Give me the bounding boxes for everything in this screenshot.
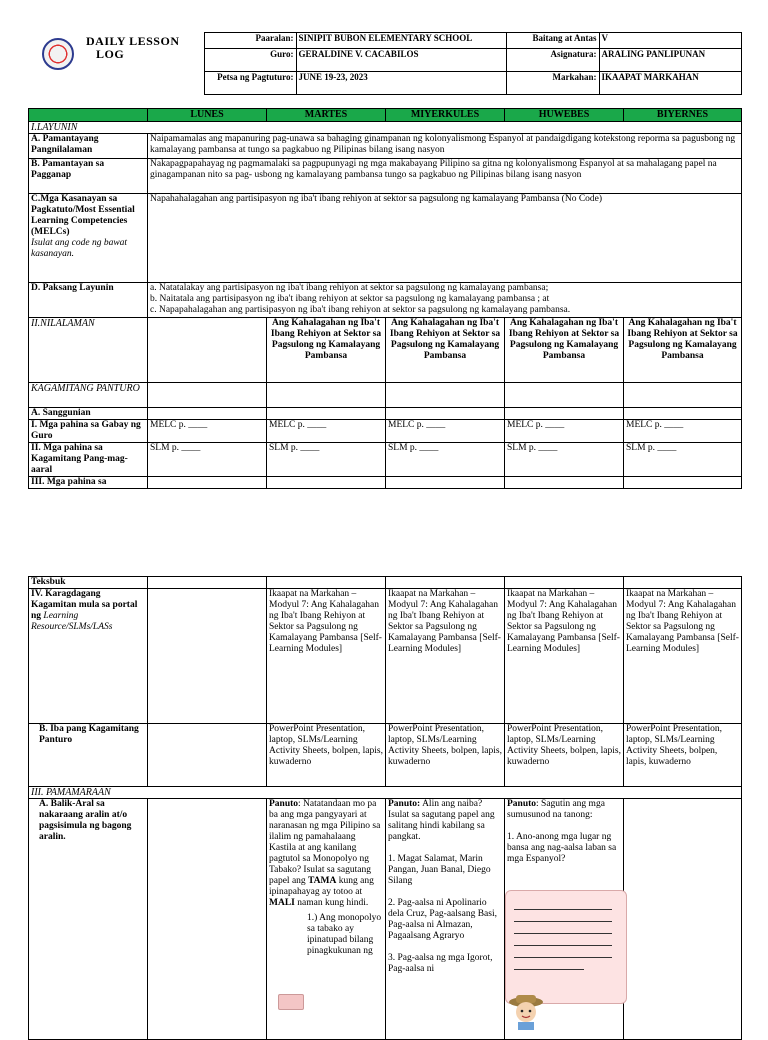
- header-table: [28, 32, 742, 95]
- layunin-item-a: a. Natatalakay ang partisipasyon ng iba't ibang rehiyon at sektor sa pagsulong ng kamalayang pambansa;: [150, 283, 549, 293]
- kagamitan-cell: [148, 383, 267, 408]
- paksang-layunin-label: D. Paksang Layunin: [29, 283, 148, 318]
- teksbuk-label-part1: III. Mga pahina sa: [29, 477, 148, 489]
- teksbuk-cell: [624, 577, 742, 589]
- kagamitan-cell: [267, 383, 386, 408]
- miy-instructions: Alin ang naiba? Isulat sa sagutang papel ang salitang hindi kabilang sa pangkat.: [388, 799, 495, 842]
- pamantayang-pangnilalaman-label: A. Pamantayang Pangnilalaman: [29, 134, 148, 159]
- answer-line: [514, 945, 612, 946]
- guro-value: GERALDINE V. CACABILOS: [296, 49, 506, 72]
- answer-box-icon: [278, 994, 304, 1010]
- balik-aral-biyernes: [624, 799, 742, 1040]
- kagamitan-cell: [505, 383, 624, 408]
- logo-cell: [28, 33, 204, 95]
- pamantayang-pangnilalaman-text: Naipamamalas ang mapanuring pag-unawa sa bahaging ginampanan ng kolonyalismong Espanyol at pandaigdigang kotekstong reporma sa pagusbong ng kamalayang pambansa at tungo sa pagkabuo ng Pilipinas bilang isang nasyon: [148, 134, 742, 159]
- petsa-label: Petsa ng Pagtuturo:: [204, 72, 296, 95]
- teksbuk-cell: [267, 477, 386, 489]
- nilalaman-lunes: [148, 318, 267, 383]
- nilalaman-huwebes: Ang Kahalagahan ng Iba't Ibang Rehiyon at Sektor sa Pagsulong ng Kamalayang Pambansa: [505, 318, 624, 383]
- panuto-label: Panuto: [269, 799, 299, 809]
- dll-title: [86, 35, 179, 61]
- miy-item: 1. Magat Salamat, Marin Pangan, Juan Banal, Diego Silang: [388, 854, 491, 886]
- answer-line: [514, 909, 612, 910]
- iba-pang-cell: PowerPoint Presentation, laptop, SLMs/Learning Activity Sheets, bolpen, lapis, kuwaderno: [505, 724, 624, 787]
- markahan-label: Markahan:: [506, 72, 599, 95]
- miy-item: 3. Pag-aalsa ng mga Igorot, Pag-aalsa ni: [388, 953, 493, 974]
- kagamitan-cell: [624, 383, 742, 408]
- answer-line: [514, 969, 584, 970]
- deped-seal-icon: [42, 38, 74, 70]
- balik-aral-label: A. Balik-Aral sa nakaraang aralin at/o pagsisimula ng bagong aralin.: [29, 799, 148, 1040]
- day-lunes: LUNES: [148, 109, 267, 122]
- tama-label: TAMA: [308, 876, 337, 886]
- nilalaman-biyernes: Ang Kahalagahan ng Iba't Ibang Rehiyon at Sektor sa Pagsulong ng Kamalayang Pambansa: [624, 318, 742, 383]
- kagamitan-heading: KAGAMITANG PANTURO: [29, 383, 148, 408]
- layunin-item-b: b. Naitatala ang partisipasyon ng iba't ibang rehiyon at sektor sa pagsulong ng kamalayang pambansa ; at: [150, 294, 550, 304]
- lesson-table-bottom: [28, 576, 742, 1040]
- melc-page-cell: MELC p. ____: [386, 420, 505, 443]
- day-huwebes: HUWEBES: [505, 109, 624, 122]
- teksbuk-cell: [148, 477, 267, 489]
- sanggunian-cell: [148, 408, 267, 420]
- baitang-value: V: [599, 33, 741, 49]
- kagamitan-cell: [386, 383, 505, 408]
- iba-pang-kagamitan-label: B. Iba pang Kagamitang Panturo: [29, 724, 148, 787]
- sanggunian-cell: [386, 408, 505, 420]
- nilalaman-miyerkules: Ang Kahalagahan ng Iba't Ibang Rehiyon at Sektor sa Pagsulong ng Kamalayang Pambansa: [386, 318, 505, 383]
- karagdagang-cell-lunes: [148, 589, 267, 724]
- martes-instructions: : Natatandaan mo pa ba ang mga pangyayari at naranasan ng mga Pilipino sa ilalim ng pamahalaang Kastila at ang kanilang pagtutol sa Monopolyo ng Tabako? Isulat sa sagutang papel ang: [269, 799, 381, 886]
- panuto-label: Panuto: [507, 799, 537, 809]
- martes-end-text: naman kung hindi.: [297, 898, 369, 908]
- melc-page-cell: MELC p. ____: [267, 420, 386, 443]
- student-cartoon-icon: [507, 990, 545, 1030]
- slm-page-cell: SLM p. ____: [505, 443, 624, 477]
- karagdagang-kagamitan-label-cell: [29, 589, 148, 724]
- karagdagang-kagamitan-label: IV. Karagdagang Kagamitan mula sa portal ng: [31, 589, 138, 621]
- karagdagang-cell: Ikaapat na Markahan – Modyul 7: Ang Kahalagahan ng Iba't Ibang Rehiyon at Sektor sa Pagsulong ng Kamalayang Pambansa [Self-Learning Modules]: [267, 589, 386, 724]
- speech-box: [505, 890, 627, 1004]
- teksbuk-cell: [505, 477, 624, 489]
- melc-text: Napahahalagahan ang partisipasyon ng iba't ibang rehiyon at sektor sa pagsulong ng kamalayang Pambansa (No Code): [148, 194, 742, 283]
- gabay-guro-label: I. Mga pahina sa Gabay ng Guro: [29, 420, 148, 443]
- teksbuk-cell: [386, 477, 505, 489]
- slm-page-cell: SLM p. ____: [386, 443, 505, 477]
- day-biyernes: BIYERNES: [624, 109, 742, 122]
- mali-label: MALI: [269, 898, 295, 908]
- melc-label-cell: [29, 194, 148, 283]
- title-line2: LOG: [96, 46, 125, 61]
- layunin-item-c: c. Napapahalagahan ang partisipasyon ng iba't ibang rehiyon at sektor sa pagsulong ng kamalayang pambansa.: [150, 305, 571, 315]
- day-martes: MARTES: [267, 109, 386, 122]
- slm-page-cell: SLM p. ____: [267, 443, 386, 477]
- pamantayan-pagganap-label: B. Pamantayan sa Pagganap: [29, 159, 148, 194]
- slm-page-cell: SLM p. ____: [148, 443, 267, 477]
- lesson-table-top: [28, 108, 742, 489]
- paaralan-label: Paaralan:: [204, 33, 296, 49]
- melc-page-cell: MELC p. ____: [148, 420, 267, 443]
- title-line1: DAILY LESSON: [86, 33, 180, 48]
- sanggunian-label: A. Sanggunian: [29, 408, 148, 420]
- teksbuk-cell: [624, 477, 742, 489]
- teksbuk-label-part2: Teksbuk: [29, 577, 148, 589]
- nilalaman-heading: II.NILALAMAN: [29, 318, 148, 383]
- guro-label: Guro:: [204, 49, 296, 72]
- layunin-heading: I.LAYUNIN: [29, 122, 742, 134]
- answer-line: [514, 957, 612, 958]
- melc-page-cell: MELC p. ____: [505, 420, 624, 443]
- melc-label: C.Mga Kasanayan sa Pagkatuto/Most Essential Learning Competencies (MELCs): [31, 194, 135, 237]
- iba-pang-cell: PowerPoint Presentation, laptop, SLMs/Learning Activity Sheets, bolpen, lapis, kuwaderno: [267, 724, 386, 787]
- martes-item1: 1.) Ang monopolyo sa tabako ay ipinatupad bilang pinagkukunan ng: [307, 913, 382, 956]
- iba-pang-cell: PowerPoint Presentation, laptop, SLMs/Learning Activity Sheets, bolpen, lapis, kuwaderno: [624, 724, 742, 787]
- kagamitang-pang-mag-aaral-label: II. Mga pahina sa Kagamitang Pang-mag-aaral: [29, 443, 148, 477]
- karagdagang-cell: Ikaapat na Markahan – Modyul 7: Ang Kahalagahan ng Iba't Ibang Rehiyon at Sektor sa Pagsulong ng Kamalayang Pambansa [Self-Learning Modules]: [624, 589, 742, 724]
- iba-pang-cell-lunes: [148, 724, 267, 787]
- karagdagang-cell: Ikaapat na Markahan – Modyul 7: Ang Kahalagahan ng Iba't Ibang Rehiyon at Sektor sa Pagsulong ng Kamalayang Pambansa [Self-Learning Modules]: [505, 589, 624, 724]
- asignatura-value: ARALING PANLIPUNAN: [599, 49, 741, 72]
- nilalaman-martes: Ang Kahalagahan ng Iba't Ibang Rehiyon at Sektor sa Pagsulong ng Kamalayang Pambansa: [267, 318, 386, 383]
- days-header-blank: [29, 109, 148, 122]
- day-miyerkules: MIYERKULES: [386, 109, 505, 122]
- teksbuk-cell: [505, 577, 624, 589]
- answer-line: [514, 921, 612, 922]
- melc-note: Isulat ang code ng bawat kasanayan.: [31, 238, 128, 259]
- paaralan-value: SINIPIT BUBON ELEMENTARY SCHOOL: [296, 33, 506, 49]
- karagdagang-kagamitan-italic: Learning Resource/SLMs/LASs: [31, 611, 113, 632]
- teksbuk-cell: [267, 577, 386, 589]
- martes-mid-text: kung ang ipinapahayag ay totoo at: [269, 876, 374, 897]
- slm-page-cell: SLM p. ____: [624, 443, 742, 477]
- paksang-layunin-cell: [148, 283, 742, 318]
- markahan-value: IKAAPAT MARKAHAN: [599, 72, 741, 95]
- panuto-label: Panuto:: [388, 799, 421, 809]
- pamantayan-pagganap-text: Nakapagpapahayag ng pagmamalaki sa pagpupunyagi ng mga makabayang Pilipino sa gitna ng kolonyalismong Espanyol at sa mahalagang papel na ginagampanan nito sa pag- usbong ng kamalayang pambansa tungo sa pagkabuo ng Pilipinas bilang isang nasyon: [148, 159, 742, 194]
- huw-question1: 1. Ano-anong mga lugar ng bansa ang nag-aalsa laban sa mga Espanyol?: [507, 832, 617, 864]
- asignatura-label: Asignatura:: [506, 49, 599, 72]
- pamamaraan-heading: III. PAMAMARAAN: [29, 787, 742, 799]
- teksbuk-cell: [148, 577, 267, 589]
- balik-aral-lunes: [148, 799, 267, 1040]
- answer-line: [514, 933, 612, 934]
- huw-instructions: : Sagutin ang mga sumusunod na tanong:: [507, 799, 605, 820]
- petsa-value: JUNE 19-23, 2023: [296, 72, 506, 95]
- sanggunian-cell: [505, 408, 624, 420]
- balik-aral-miyerkules: [386, 799, 505, 1040]
- baitang-label: Baitang at Antas: [506, 33, 599, 49]
- iba-pang-cell: PowerPoint Presentation, laptop, SLMs/Learning Activity Sheets, bolpen, lapis, kuwaderno: [386, 724, 505, 787]
- days-header-row: [29, 109, 742, 122]
- sanggunian-cell: [624, 408, 742, 420]
- teksbuk-cell: [386, 577, 505, 589]
- melc-page-cell: MELC p. ____: [624, 420, 742, 443]
- miy-item: 2. Pag-aalsa ni Apolinario dela Cruz, Pag-aalsang Basi, Pag-aalsa ni Almazan, Pagaalsang Agraryo: [388, 898, 497, 941]
- karagdagang-cell: Ikaapat na Markahan – Modyul 7: Ang Kahalagahan ng Iba't Ibang Rehiyon at Sektor sa Pagsulong ng Kamalayang Pambansa [Self-Learning Modules]: [386, 589, 505, 724]
- sanggunian-cell: [267, 408, 386, 420]
